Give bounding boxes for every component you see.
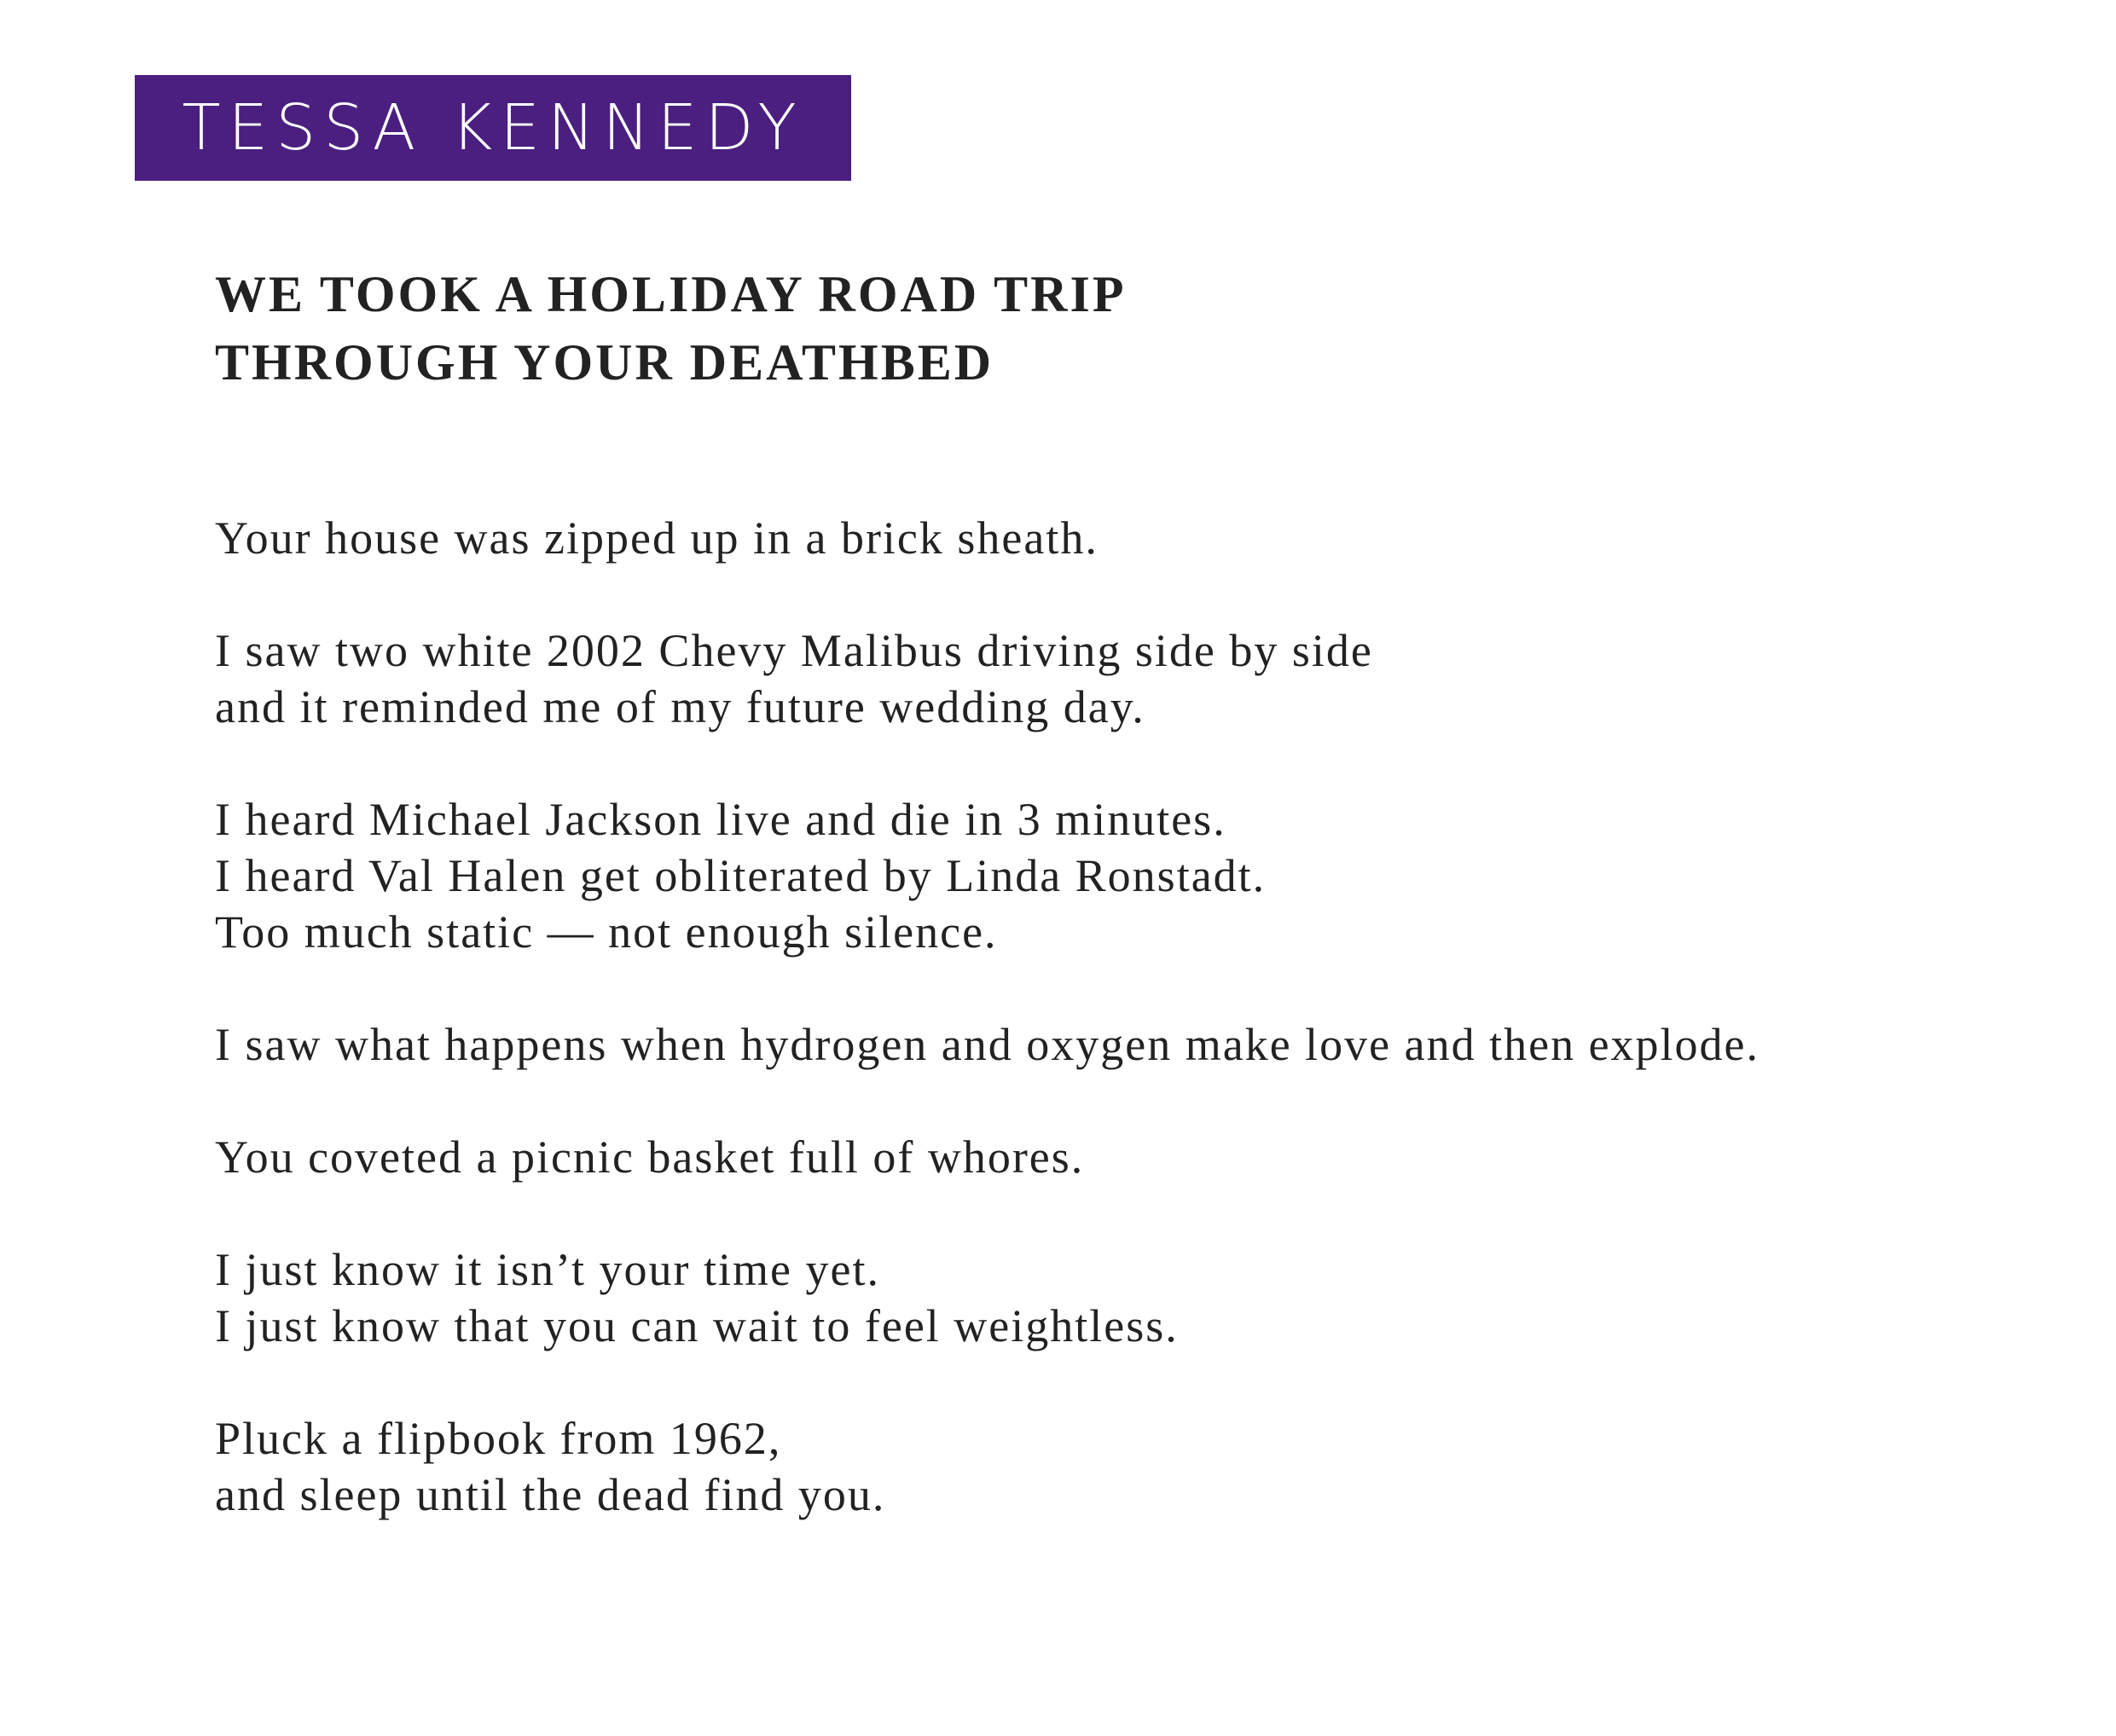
stanza-1 — [215, 510, 1759, 566]
author-name: TESSA KENNEDY — [182, 91, 804, 165]
poem-title — [215, 260, 1126, 396]
stanza-3 — [215, 791, 1759, 960]
stanza-7 — [215, 1410, 1759, 1523]
poem-line: You coveted a picnic basket full of whores. — [215, 1131, 1085, 1183]
stanza-4 — [215, 1016, 1759, 1073]
poem-line: and sleep until the dead find you. — [215, 1469, 886, 1520]
poem-line: I saw two white 2002 Chevy Malibus driving side by side — [215, 625, 1373, 676]
poem-line: Pluck a flipbook from 1962, — [215, 1413, 782, 1464]
stanza-6 — [215, 1241, 1759, 1354]
poem-line: I saw what happens when hydrogen and oxygen make love and then explode. — [215, 1019, 1760, 1070]
poem-title-line: THROUGH YOUR DEATHBED — [215, 334, 994, 391]
poem-line: Too much static — not enough silence. — [215, 906, 998, 958]
poem-title-line: WE TOOK A HOLIDAY ROAD TRIP — [215, 266, 1127, 322]
poem-line: I just know it isn’t your time yet. — [215, 1244, 880, 1295]
stanza-2 — [215, 622, 1759, 735]
poem-line: Your house was zipped up in a brick sheath. — [215, 512, 1099, 564]
poem-line: and it reminded me of my future wedding day. — [215, 681, 1145, 732]
poem-line: I just know that you can wait to feel weightless. — [215, 1300, 1179, 1351]
poem-body — [215, 510, 1759, 1579]
poem-line: I heard Val Halen get obliterated by Linda Ronstadt. — [215, 850, 1267, 901]
stanza-5 — [215, 1129, 1759, 1185]
author-banner — [135, 75, 851, 181]
poem-line: I heard Michael Jackson live and die in 3 minutes. — [215, 794, 1226, 845]
